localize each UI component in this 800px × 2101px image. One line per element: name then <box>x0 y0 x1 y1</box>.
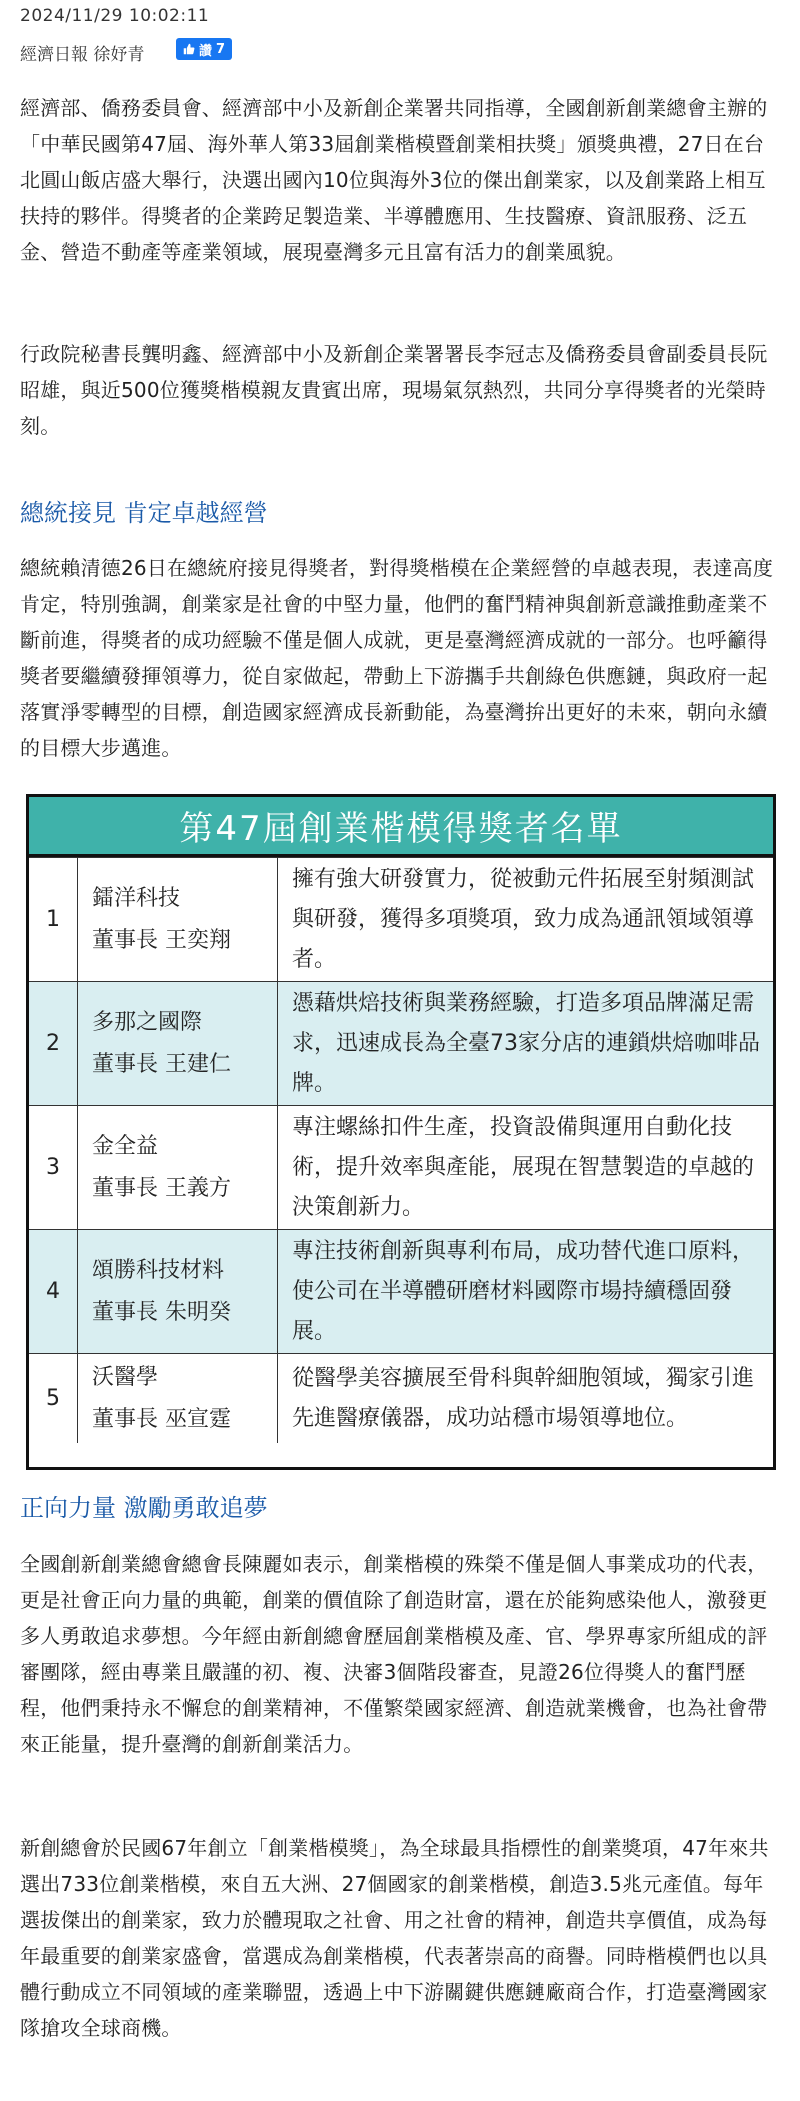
company-name: 多那之國際 <box>92 1009 203 1035</box>
like-button[interactable] <box>176 38 232 60</box>
paragraph-intro: 經濟部、僑務委員會、經濟部中小及新創企業署共同指導，全國創新創業總會主辦的「中華民國第47屆、海外華人第33屆創業楷模暨創業相扶獎」頒獎典禮，27日在台北圓山飯店盛大舉行，決選出國內10位與海外3位的傑出創業家，以及創業路上相互扶持的夥伴。得獎者的企業跨足製造業、半導體應用、生技醫療、資訊服務、泛五金、營造不動產等產業領域，展現臺灣多元且富有活力的創業風貌。 <box>20 96 768 264</box>
paragraph-chairwoman: 全國創新創業總會總會長陳麗如表示，創業楷模的殊榮不僅是個人事業成功的代表，更是社會正向力量的典範，創業的價值除了創造財富，還在於能夠感染他人，激發更多人勇敢追求夢想。今年經由新創總會歷屆創業楷模及產、官、學界專家所組成的評審團隊，經由專業且嚴謹的初、複、決審3個階段審查，見證26位得獎人的奮鬥歷程，他們秉持永不懈怠的創業精神，不僅繁榮國家經濟、創造就業機會，也為社會帶來正能量，提升臺灣的創新創業活力。 <box>20 1552 768 1756</box>
table-row <box>29 981 773 1105</box>
publish-datetime: 2024/11/29 10:02:11 <box>20 6 210 26</box>
like-count: 7 <box>216 41 226 57</box>
paragraph-president: 總統賴清德26日在總統府接見得獎者，對得獎楷模在企業經營的卓越表現，表達高度肯定，特別強調，創業家是社會的中堅力量，他們的奮鬥精神與創新意識推動產業不斷前進，得獎者的成功經驗不僅是個人成就，更是臺灣經濟成就的一部分。也呼籲得獎者要繼續發揮領導力，從自家做起，帶動上下游攜手共創綠色供應鏈，與政府一起落實淨零轉型的目標，創造國家經濟成長新動能，為臺灣拚出更好的未來，朝向永續的目標大步邁進。 <box>20 556 774 760</box>
company-name: 金全益 <box>92 1133 159 1159</box>
winner-description: 專注螺絲扣件生產，投資設備與運用自動化技術，提升效率與產能，展現在智慧製造的卓越的決策創新力。 <box>292 1114 755 1220</box>
winner-cell <box>78 982 278 1105</box>
row-number: 5 <box>29 1354 78 1443</box>
winner-cell <box>78 1354 278 1443</box>
winner-name: 董事長 王義方 <box>92 1175 231 1201</box>
company-name: 沃醫學 <box>92 1364 159 1390</box>
source-author: 經濟日報 徐妤青 <box>20 45 145 65</box>
table-row <box>29 1353 773 1443</box>
paragraph-attendees: 行政院秘書長龔明鑫、經濟部中小及新創企業署署長李冠志及僑務委員會副委員長阮昭雄，與近500位獲獎楷模親友貴賓出席，現場氣氛熱烈，共同分享得獎者的光榮時刻。 <box>20 342 768 438</box>
row-number: 2 <box>29 982 78 1105</box>
winner-cell <box>78 858 278 981</box>
winner-description: 從醫學美容擴展至骨科與幹細胞領域，獨家引進先進醫療儀器，成功站穩市場領導地位。 <box>292 1365 755 1431</box>
like-label: 讚 <box>199 43 213 59</box>
section-heading-president: 總統接見 肯定卓越經營 <box>20 499 268 527</box>
row-number: 4 <box>29 1230 78 1353</box>
award-winners-table <box>26 794 776 1470</box>
award-table-title: 第47屆創業楷模得獎者名單 <box>29 797 773 857</box>
winner-cell <box>78 1230 278 1353</box>
row-number: 3 <box>29 1106 78 1229</box>
winner-description: 專注技術創新與專利布局，成功替代進口原料，使公司在半導體研磨材料國際市場持續穩固發展。 <box>292 1238 755 1344</box>
company-name: 鐳洋科技 <box>92 885 181 911</box>
winner-name: 董事長 巫宣霆 <box>92 1406 231 1432</box>
winner-name: 董事長 朱明癸 <box>92 1299 231 1325</box>
winner-name: 董事長 王奕翔 <box>92 927 231 953</box>
thumbs-up-icon <box>183 43 195 55</box>
winner-description: 擁有強大研發實力，從被動元件拓展至射頻測試與研發，獲得多項獎項，致力成為通訊領域領導者。 <box>292 866 755 972</box>
winner-name: 董事長 王建仁 <box>92 1051 231 1077</box>
paragraph-award-history: 新創總會於民國67年創立「創業楷模獎」，為全球最具指標性的創業獎項，47年來共選出733位創業楷模，來自五大洲、27個國家的創業楷模，創造3.5兆元產值。每年選拔傑出的創業家，致力於體現取之社會、用之社會的精神，創造共享價值，成為每年最重要的創業家盛會，當選成為創業楷模，代表著崇高的商譽。同時楷模們也以具體行動成立不同領域的產業聯盟，透過上中下游關鍵供應鏈廠商合作，打造臺灣國家隊搶攻全球商機。 <box>20 1836 769 2040</box>
table-row <box>29 1105 773 1229</box>
winner-description: 憑藉烘焙技術與業務經驗，打造多項品牌滿足需求，迅速成長為全臺73家分店的連鎖烘焙咖啡品牌。 <box>292 990 760 1096</box>
table-row <box>29 857 773 981</box>
company-name: 頌勝科技材料 <box>92 1257 225 1283</box>
row-number: 1 <box>29 858 78 981</box>
winner-cell <box>78 1106 278 1229</box>
table-row <box>29 1229 773 1353</box>
section-heading-positive-force: 正向力量 激勵勇敢追夢 <box>20 1494 268 1522</box>
